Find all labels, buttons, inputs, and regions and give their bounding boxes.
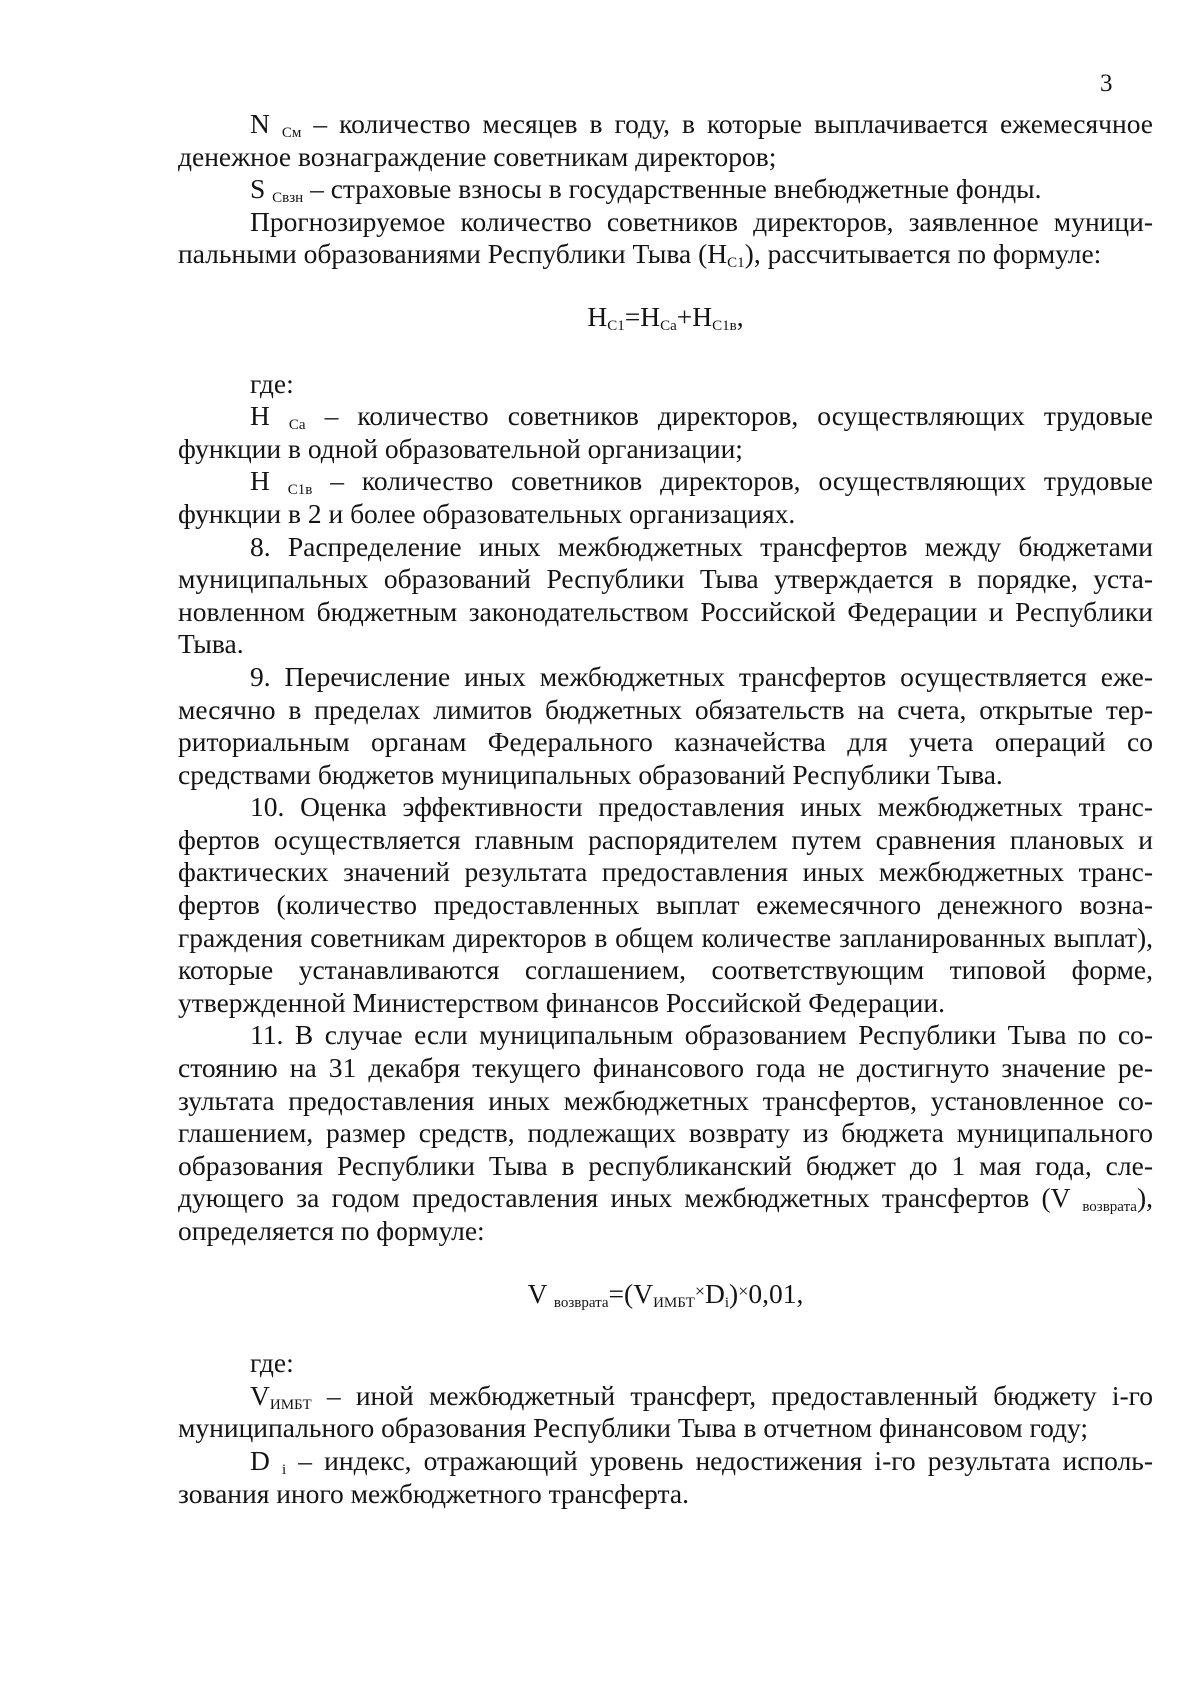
paragraph-h-ca [178,400,1153,465]
paragraph-10: 10. Оценка эффективности предоставления иных межбюджетных трансфертов осуществляется главным распорядителем путем сравнения плановых и фактических значений результата предоставления иных межбюджетных трансфертов (количество предоставленных выплат ежемесячного денежного вознаграждения советникам директоров в общем количестве запланированных выплат), которые устанавливаются соглашением, соответствующим типовой форме, утвержденной Министерством финансов Российской Федерации. [178,791,1153,1018]
paragraph-text: – количество советников директоров, осуществляющих трудовые функции в 2 и более образовательных организациях. [178,465,1154,529]
formula-symbol: 0,01, [748,1277,804,1309]
formula-subscript: i [724,1294,730,1311]
subscript-cvzn: Свзн [272,190,304,207]
document-body [178,108,1153,1510]
symbol-n: N [250,108,270,139]
formula-subscript: возврата [553,1294,609,1311]
paragraph-text: – индекс, отражающий уровень недостижения i-го результата использования иного межбюджетного трансферта. [178,1444,1154,1509]
subscript-i: i [282,1461,287,1478]
paragraph-d-i [178,1445,1153,1510]
paragraph-9: 9. Перечисление иных межбюджетных трансфертов осуществляется ежемесячно в пределах лимитов бюджетных обязательств на счета, открытые территориальным органам Федерального казначейства для учета операций со средствами бюджетов муниципальных образований Республики Тыва. [178,660,1153,790]
paragraph-text: Прогнозируемое количество советников директоров, заявленное муниципальными образованиями Республики Тыва (Н [178,205,1153,270]
symbol-s: S [250,173,266,205]
multiply-sign: × [694,1280,705,1301]
subscript-c1v: С1в [287,482,313,499]
formula-symbol: Н [587,300,608,332]
multiply-sign: × [738,1280,749,1301]
paragraph-h-c1v [178,465,1153,530]
paragraph-text: – иной межбюджетный трансферт, предоставленный бюджету i-го муниципального образования Республики Тыва в отчетном финансовом году; [178,1379,1153,1444]
page-number: 3 [1100,70,1113,97]
paragraph-8: 8. Распределение иных межбюджетных трансфертов между бюджетами муниципальных образований Республики Тыва утверждается в порядке, установленном бюджетным законодательством Российской Федерации и Республики Тыва. [178,530,1153,660]
symbol-h: Н [250,465,270,497]
formula-symbol: +Н [676,300,713,332]
subscript-cm: См [281,125,302,141]
formula-symbol: V [527,1277,548,1309]
paragraph-text: ), определяется по формуле: [178,1182,1154,1246]
subscript-imbt: ИМБТ [269,1396,312,1413]
paragraph-text: – количество месяцев в году, в которые выплачивается ежемесячное денежное вознаграждение советникам директоров; [178,108,1153,172]
formula-subscript: Са [660,317,677,334]
formula-hc1 [178,301,1153,334]
formula-symbol: , [736,300,744,332]
formula-subscript: ИМБТ [653,1294,695,1311]
formula-symbol: ) [729,1277,739,1309]
paragraph-v-imbt [178,1380,1153,1445]
paragraph-text: 11. В случае если муниципальным образованием Республики Тыва по состоянию на 31 декабря текущего финансового года не достигнуто значение результата предоставления иных межбюджетных трансфертов, установленное соглашением, размер средств, подлежащих возврату из бюджета муниципального образования Республики Тыва в республиканский бюджет до 1 мая года, следующего за годом предоставления иных межбюджетных трансфертов (V [178,1019,1153,1214]
paragraph-n-cm [178,108,1153,173]
formula-symbol: =(V [608,1277,654,1309]
subscript-c1: С1 [727,255,745,272]
formula-symbol: D [704,1277,725,1309]
subscript-vozvrata: возврата [1082,1199,1137,1216]
paragraph-11 [178,1019,1153,1247]
paragraph-text: – страховые взносы в государственные внебюджетные фонды. [303,173,1042,205]
subscript-ca: Са [288,417,306,434]
symbol-h: Н [250,400,270,432]
where-label: где: [250,1347,294,1379]
symbol-v: V [250,1379,270,1411]
formula-subscript: С1 [607,317,625,334]
symbol-d: D [250,1444,270,1476]
paragraph-text: ), рассчитывается по формуле: [744,238,1102,270]
formula-subscript: С1в [712,317,737,334]
paragraph-forecast [178,206,1153,271]
formula-symbol: =Н [624,300,661,332]
where-label: где: [250,367,294,399]
paragraph-text: – количество советников директоров, осуществляющих трудовые функции в одной образовательной организации; [178,400,1154,464]
paragraph-s-cvzn [178,173,1153,206]
formula-v-vozvrata [178,1278,1153,1314]
